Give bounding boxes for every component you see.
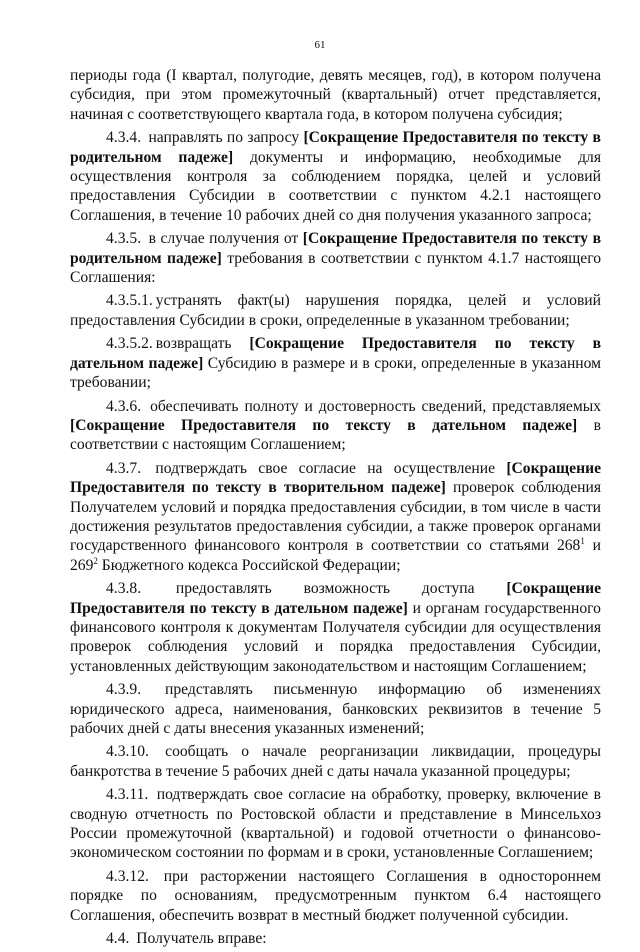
clause-text: проверок соблюдения Получателем условий и порядка предоставления субсидии, в том числе в части достижения результатов предоставления субсидии, а также проверок органами государственного финансового контроля в соответствии со статьями 268: [70, 479, 601, 555]
footnote-marker: 1: [580, 536, 585, 547]
clause-number: 4.3.6.: [106, 397, 142, 415]
clause-number: 4.3.5.1.: [106, 292, 153, 310]
clause-4-3-4: [70, 128, 601, 225]
clause-4-3-11: [70, 785, 601, 863]
document-body: [70, 66, 601, 952]
clause-number: 4.3.5.2.: [106, 335, 153, 353]
clause-number: 4.3.9.: [106, 681, 142, 699]
clause-4-3-5-1: [70, 291, 601, 330]
clause-text: представлять письменную информацию об изменениях юридического адреса, наименования, банковских реквизитов в течение 5 рабочих дней с даты внесения указанных изменений;: [70, 681, 601, 737]
clause-text: предоставлять возможность доступа: [175, 580, 475, 598]
clause-text: Субсидию в размере и в сроки, определенные в указанном требовании;: [70, 354, 601, 392]
clause-text: в случае получения от: [148, 230, 299, 248]
footnote-marker: 2: [93, 555, 98, 566]
clause-text: в соответствии с настоящим Соглашением;: [70, 416, 601, 454]
clause-number: 4.3.11.: [106, 786, 149, 804]
clause-text: направлять по запросу: [148, 129, 300, 147]
placeholder-field: [Сокращение Предоставителя по тексту в творительном падеже]: [70, 459, 601, 497]
placeholder-field: [Сокращение Предоставителя по тексту в дательном падеже]: [70, 335, 601, 372]
placeholder-field: [Сокращение Предоставителя по тексту в дательном падеже]: [70, 416, 578, 434]
clause-4-3-10: [70, 742, 601, 781]
clause-text: обеспечивать полноту и достоверность сведений, представляемых: [150, 397, 601, 415]
clause-text: требования в соответствии с пунктом 4.1.7 настоящего Соглашения:: [70, 249, 602, 287]
placeholder-field: [Сокращение Предоставителя по тексту в родительном падеже]: [70, 230, 601, 267]
clause-text: и органам государственного финансового контроля к документам Получателя субсидии для осуществления проверок соблюдения условий и порядка предоставления Субсидии, установленных действующим законодательством и настоящим Соглашением;: [70, 599, 601, 675]
clause-number: 4.3.8.: [106, 580, 142, 598]
clause-number: 4.3.7.: [106, 459, 142, 477]
clause-4-3-9: [70, 680, 601, 738]
clause-number: 4.3.4.: [106, 129, 142, 147]
clause-number: 4.3.5.: [106, 230, 142, 248]
clause-number: 4.3.12.: [106, 867, 149, 885]
clause-4-3-6: [70, 397, 601, 455]
clause-4-4: [70, 929, 601, 948]
clause-4-3-12: [70, 867, 601, 925]
clause-text: подтверждать свое согласие на осуществление: [155, 459, 495, 477]
clause-text: подтверждать свое согласие на обработку, проверку, включение в сводную отчетность по Ростовской области и представление в Минсельхоз России промежуточной (квартальной) и годовой отчетности о финансово-экономическом состоянии по формам и в сроки, установленные Соглашением;: [70, 786, 601, 862]
paragraph-continuation: [70, 66, 601, 124]
clause-4-3-7: [70, 459, 601, 575]
clause-text: устранять факт(ы) нарушения порядка, целей и условий предоставления Субсидии в сроки, определенные в указанном требовании;: [70, 292, 601, 329]
clause-text: Бюджетного кодекса Российской Федерации;: [101, 556, 401, 574]
clause-number: 4.3.10.: [106, 743, 149, 761]
placeholder-field: [Сокращение Предоставителя по тексту в дательном падеже]: [70, 580, 602, 617]
page-number: 61: [314, 39, 326, 51]
clause-text: возвращать: [155, 335, 232, 353]
paragraph-text: периоды года (I квартал, полугодие, девять месяцев, год), в котором получена субсидия, при этом промежуточный (квартальный) отчет представляется, начиная с соответствующего квартала года, в котором получена субсидия;: [70, 67, 601, 123]
clause-number: 4.4.: [106, 930, 130, 948]
clause-text: Получатель вправе:: [136, 930, 267, 948]
clause-4-3-5-2: [70, 334, 601, 392]
clause-text: сообщать о начале реорганизации ликвидации, процедуры банкротства в течение 5 рабочих дней с даты начала указанной процедуры;: [70, 743, 602, 780]
clause-text: и 269: [70, 537, 601, 574]
clause-text: при расторжении настоящего Соглашения в одностороннем порядке по основаниям, предусмотренным пунктом 6.4 настоящего Соглашения, обеспечить возврат в местный бюджет полученной субсидии.: [70, 867, 602, 924]
clause-4-3-8: [70, 579, 601, 676]
placeholder-field: [Сокращение Предоставителя по тексту в родительном падеже]: [70, 129, 601, 166]
clause-text: документы и информацию, необходимые для осуществления контроля за соблюдением порядка, целей и условий предоставления Субсидии в соответствии с пунктом 4.2.1 настоящего Соглашения, в течение 10 рабочих дней со дня получения указанного запроса;: [70, 148, 601, 224]
clause-4-3-5: [70, 229, 601, 287]
